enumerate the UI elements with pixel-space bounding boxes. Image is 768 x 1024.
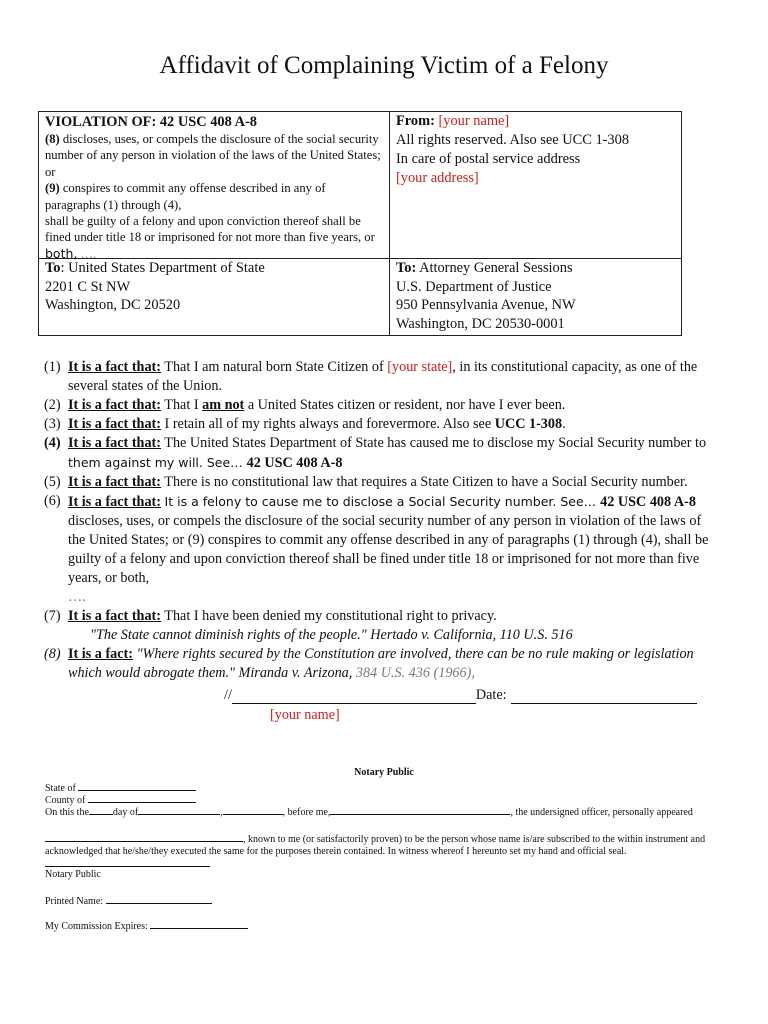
fact-4: (4) It is a fact that: The United States Department of State has caused me to disclose my Social Security number to them against my will. See… 42 USC 408 A-8 [44,435,707,471]
date-label: Date: [475,687,507,703]
violation-paragraph-9: (9) conspires to commit any offense described in any of paragraphs (1) through (4), [45,181,326,212]
document-title: Affidavit of Complaining Victim of a Felony [159,52,609,79]
placeholder-your-state[interactable]: [your state] [387,359,453,375]
violation-cell [39,112,389,261]
signature-row [224,687,697,704]
to-state-street: 2201 C St NW [45,278,131,295]
from-care-of: In care of postal service address [396,151,581,167]
state-line[interactable] [78,781,196,791]
notary-state: State of [45,781,196,795]
fact-7-quote: "The State cannot diminish rights of the people." Hertado v. California, 110 U.S. 516 [90,627,573,643]
from-cell [390,112,682,258]
year-line[interactable] [223,805,283,815]
facts-list [44,358,720,683]
to-justice-city: Washington, DC 20530-0001 [396,315,565,332]
printed-name: Printed Name: [45,894,212,908]
to-justice-cell [390,259,682,337]
placeholder-your-address[interactable]: [your address] [396,170,479,186]
printed-name-line[interactable] [106,894,212,904]
person-line[interactable] [45,832,243,842]
to-justice-line: To: Attorney General Sessions [396,260,573,276]
from-rights: All rights reserved. Also see UCC 1-308 [396,132,630,148]
violation-paragraph-8: (8) discloses, uses, or compels the disclosure of the social security number of any person in violation of the laws of the United States; [45,132,381,163]
notary-public-label: Notary Public [45,869,101,880]
notary-acknowledged: acknowledged that he/she/they executed the same for the purposes therein contained. In witness whereof I hereunto set my hand and official seal. [45,846,627,857]
notary-county: County of [45,793,196,807]
fact-2: (2) It is a fact that: That I am not a United States citizen or resident, nor have I ever been. [44,397,566,413]
signature-line[interactable] [232,689,476,704]
from-line: From: [your name] [396,113,510,129]
to-state-cell [39,259,389,337]
signature-your-name[interactable]: [your name] [270,707,340,723]
notary-date-line: On this the day of , , before me, , the undersigned officer, personally appeared [45,807,693,818]
fact-6: (6) It is a fact that: It is a felony to cause me to disclose a Social Security number. See… 42 USC 408 A-8 discloses, uses, or compels the disclosure of the social security number of any person in violation of the laws of the United States; or (9) conspires to commit any offense described in any of paragraphs (1) through (4), shall be guilty of a felony and upon conviction thereof shall be fined under title 18 or imprisoned for not more than five years, or both, …. [44,493,709,605]
violation-heading: VIOLATION OF: 42 USC 408 A-8 [45,114,258,130]
to-justice-street: 950 Pennsylvania Avenue, NW [396,297,576,314]
signature-prefix: // [224,687,232,703]
commission-expires: My Commission Expires: [45,919,248,933]
fact-1: (1) It is a fact that: That I am natural born State Citizen of [your state], in its constitutional capacity, as one of the several states of the Union. [44,359,698,394]
to-justice-dept: U.S. Department of Justice [396,278,552,295]
to-state-city: Washington, DC 20520 [45,297,181,314]
violation-ending: both, …. [45,245,97,261]
fact-8: (8) It is a fact: "Where rights secured by the Constitution are involved, there can be no rule making or legislation which would abrogate them." Miranda v. Arizona, 384 U.S. 436 (1966), [44,646,694,681]
date-line[interactable] [511,689,697,704]
county-line[interactable] [88,793,196,803]
placeholder-your-name[interactable]: [your name] [434,113,510,129]
violation-penalty: shall be guilty of a felony and upon conviction thereof shall be fined under title 18 or imprisoned for not more than five years, or [45,214,375,245]
notary-known: , known to me (or satisfactorily proven) to be the person whose name is/are subscribed to the within instrument and [45,832,705,846]
violation-or: or [45,164,56,179]
commission-line[interactable] [150,919,248,929]
officer-line[interactable] [330,805,510,815]
fact-3: (3) It is a fact that: I retain all of my rights always and forevermore. Also see UCC 1-308. [44,416,566,432]
month-line[interactable] [138,805,220,815]
to-state-line: To: United States Department of State [45,260,265,276]
header-table [38,111,682,336]
fact-5: (5) It is a fact that: There is no constitutional law that requires a State Citizen to have a Social Security number. [44,474,688,490]
day-line[interactable] [89,805,113,815]
fact-7: (7) It is a fact that: That I have been denied my constitutional right to privacy. [44,608,497,624]
notary-title: Notary Public [354,767,414,778]
